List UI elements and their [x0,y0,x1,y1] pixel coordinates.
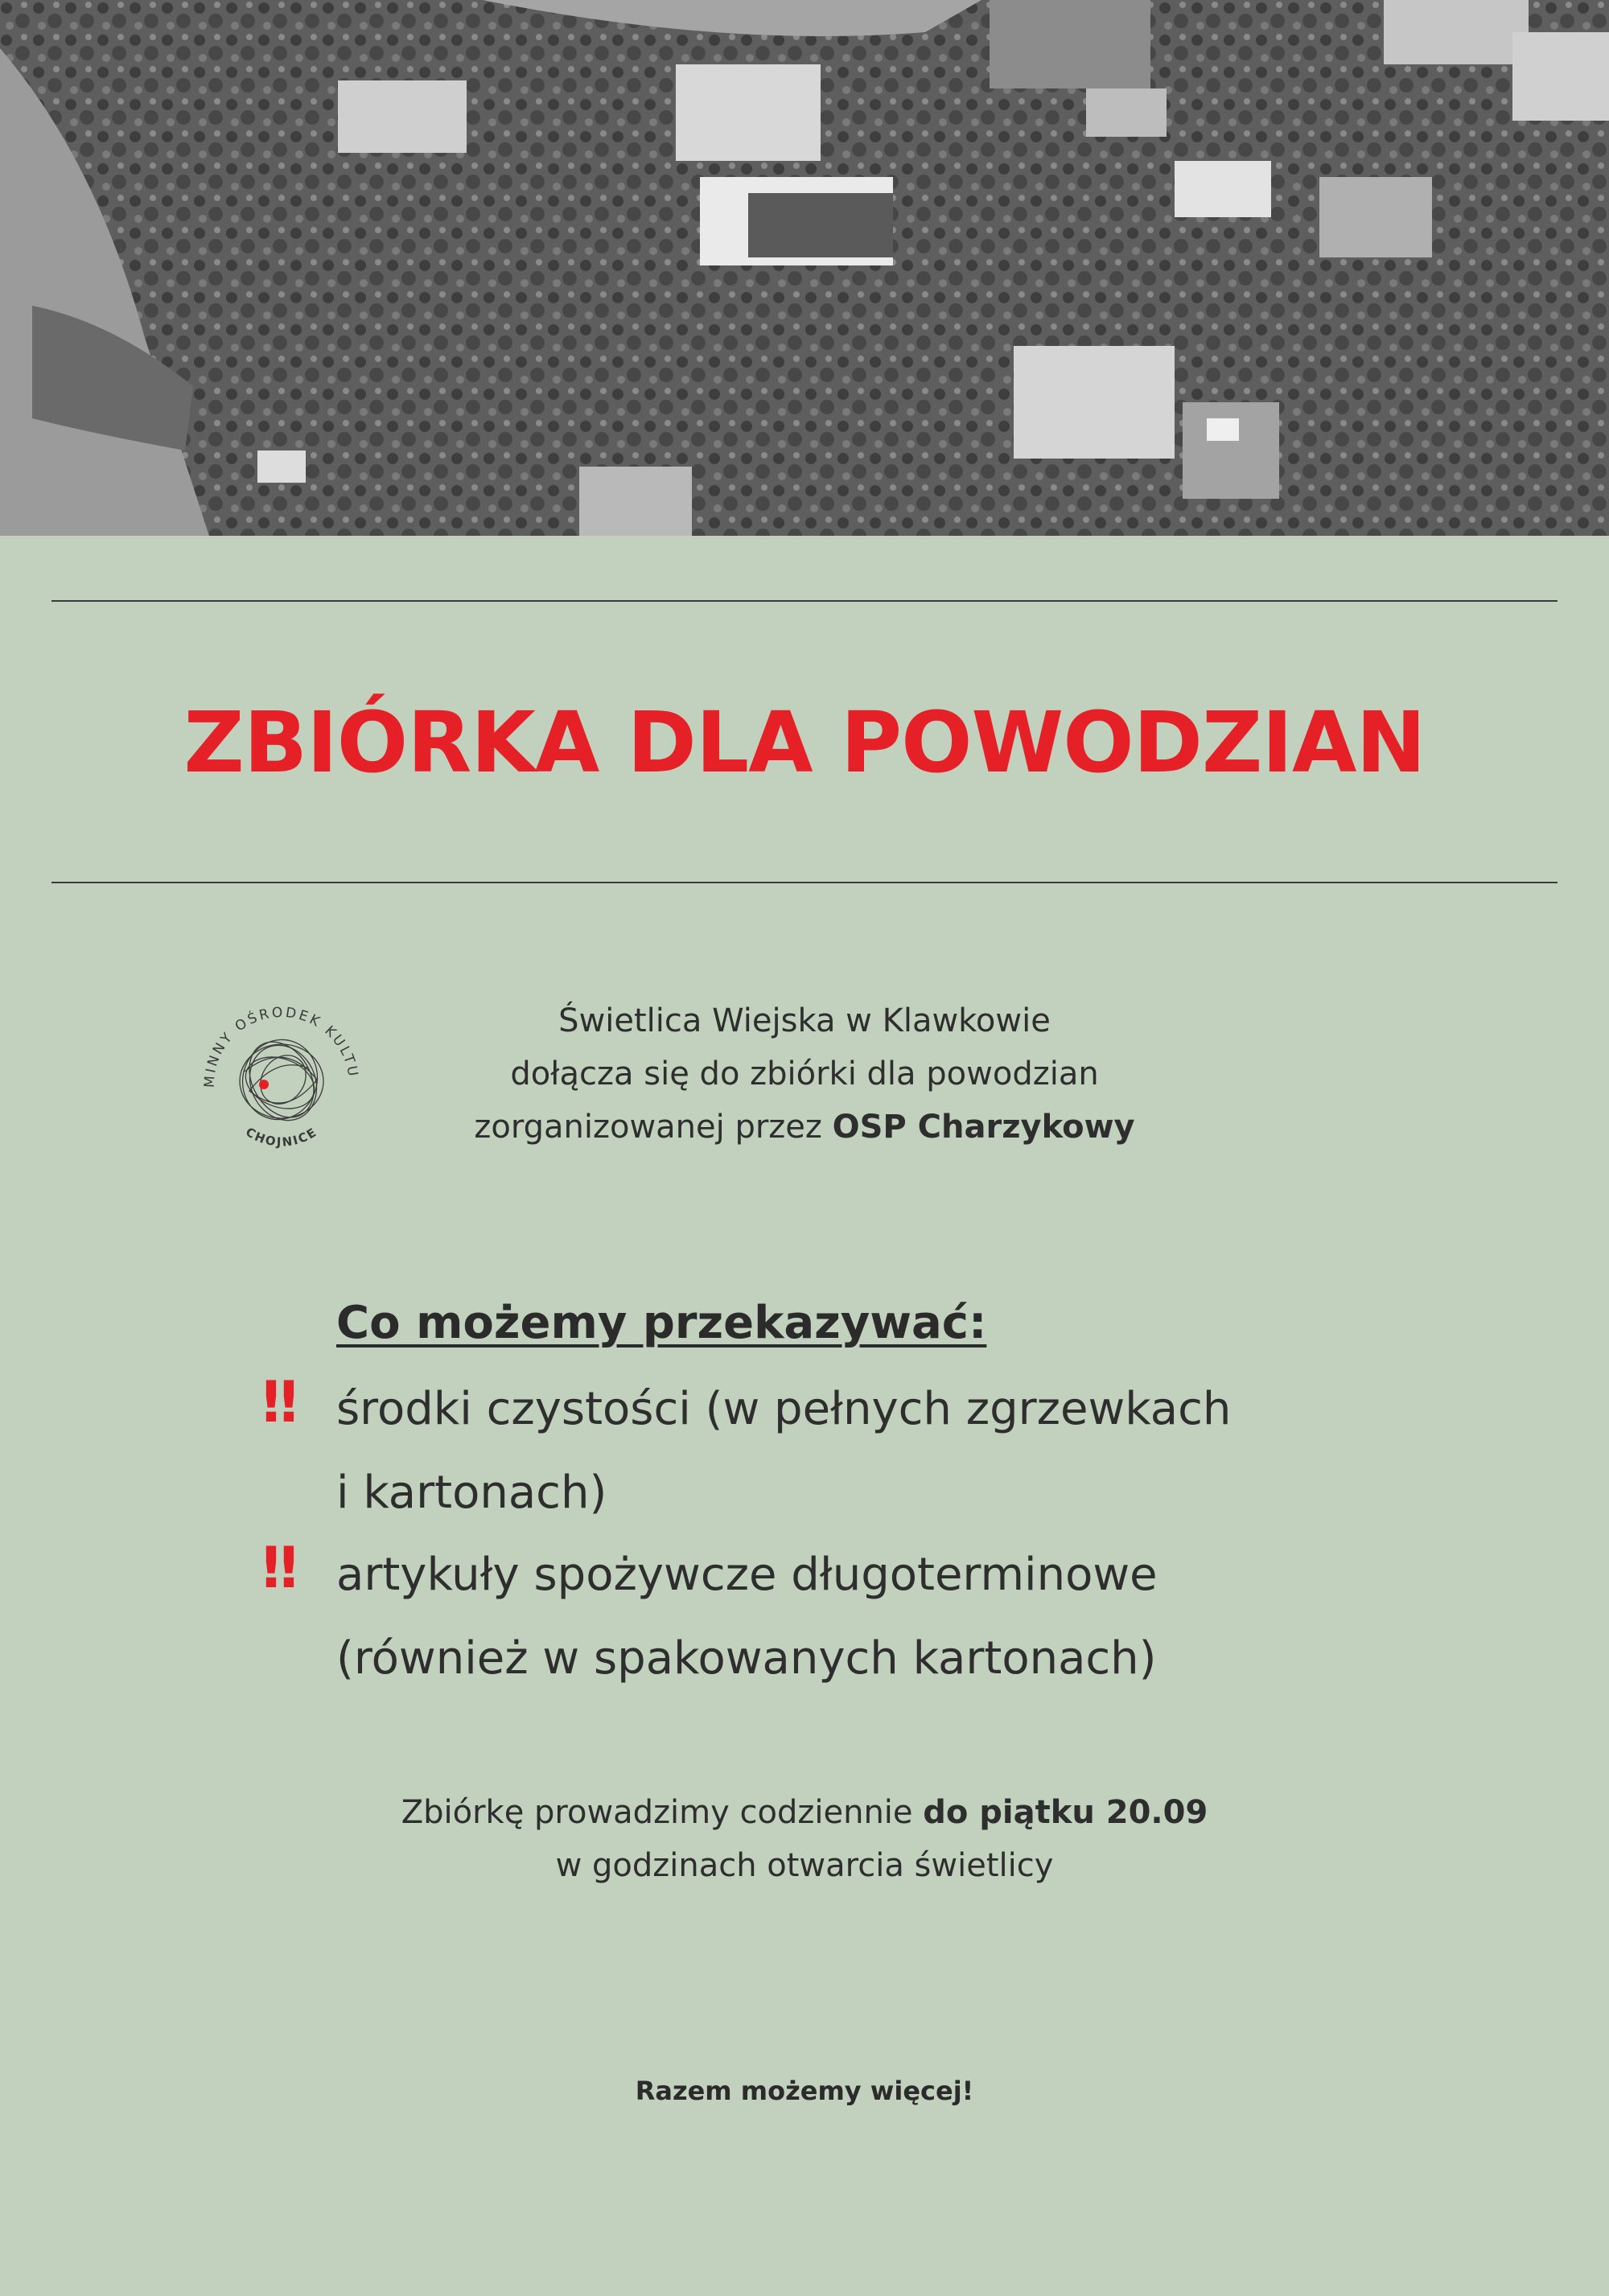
top-divider [51,600,1558,602]
slogan: Razem możemy więcej! [635,2076,974,2106]
logo-emblem [196,991,367,1162]
schedule-text [0,1786,1609,1892]
logo-city-text: CHOJNICE [243,1124,320,1150]
double-exclamation-icon: ‼ [262,1535,291,1601]
intro-line-1: Świetlica Wiejska w Klawkowie [558,1002,1051,1039]
intro-text [386,994,1223,1154]
schedule-line-2: w godzinach otwarcia świetlicy [555,1847,1054,1884]
donation-item-line: artykuły spożywcze długoterminowe [336,1549,1158,1601]
intro-line-3 [386,1101,1223,1154]
donation-item-line: i kartonach) [336,1467,607,1519]
donation-item-line: (również w spakowanych kartonach) [336,1632,1157,1685]
logo-red-dot [259,1080,269,1089]
aerial-disaster-photo [0,0,1609,536]
page-title: ZBIÓRKA DLA POWODZIAN [183,693,1426,792]
logo-ring-text: MINNY OŚRODEK KULTU [201,1004,361,1088]
double-exclamation-icon: ‼ [262,1369,291,1435]
intro-line-3-prefix: zorganizowanej przez [474,1109,833,1146]
svg-text:CHOJNICE [243,1125,320,1150]
bottom-divider [51,882,1558,883]
donations-heading: Co możemy przekazywać: [336,1297,987,1349]
schedule-line-1-prefix: Zbiórkę prowadzimy codziennie [401,1794,924,1831]
donation-item-cleaning [336,1368,1382,1535]
donation-item-line: środki czystości (w pełnych zgrzewkach [336,1383,1232,1435]
schedule-deadline: do piątku 20.09 [923,1794,1208,1831]
schedule-line-1 [0,1786,1609,1839]
header-photo [0,0,1609,536]
intro-line-2: dołącza się do zbiórki dla powodzian [510,1055,1099,1092]
gok-chojnice-logo [196,991,367,1162]
organizer-name: OSP Charzykowy [832,1109,1135,1146]
donation-item-food [336,1533,1382,1701]
